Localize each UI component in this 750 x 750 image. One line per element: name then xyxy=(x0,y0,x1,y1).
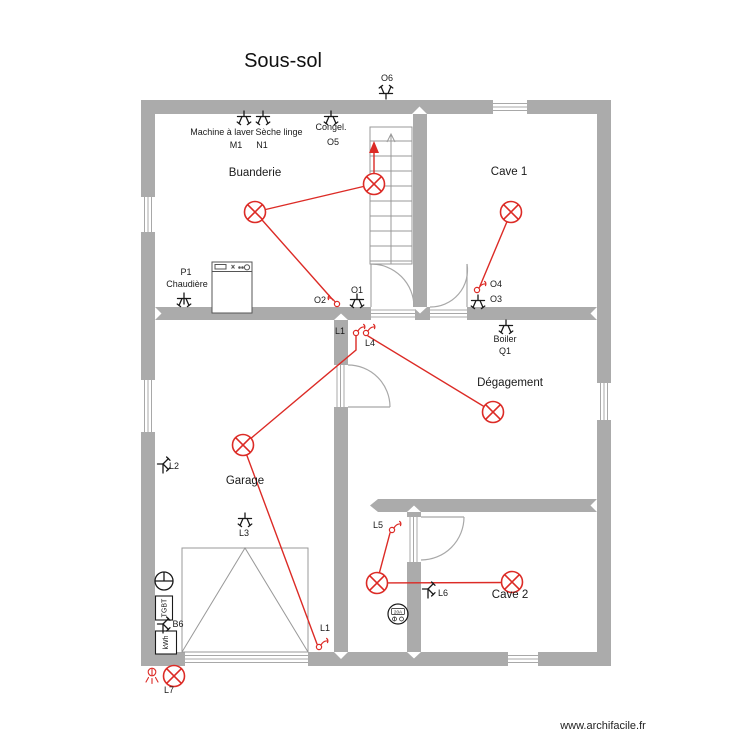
label-l5: L5 xyxy=(372,520,384,530)
tgbt-panel xyxy=(156,596,173,620)
label-l3: L3 xyxy=(238,528,250,538)
lamp-stairs xyxy=(364,174,385,195)
window-cave2 xyxy=(508,652,538,666)
label-l4: L4 xyxy=(364,338,376,348)
door-cave1 xyxy=(430,264,467,320)
outlet-20a-label: 20A xyxy=(393,609,403,615)
socket-q1 xyxy=(499,320,513,334)
window-degagement xyxy=(597,383,611,420)
earth-symbol xyxy=(155,572,173,590)
garage-door-sill xyxy=(185,652,308,666)
outlet-20a xyxy=(388,604,408,624)
lamp-cave1 xyxy=(501,202,522,223)
socket-o6 xyxy=(379,85,393,99)
room-label-cave1: Cave 1 xyxy=(490,166,528,178)
lamp-degagement xyxy=(483,402,504,423)
window-cave1 xyxy=(493,100,527,114)
switch-l1-bottom xyxy=(316,638,327,649)
label-o1: O1 xyxy=(350,285,364,295)
wire-l4-degagement xyxy=(368,336,493,412)
wire-cave1-o4 xyxy=(480,212,511,286)
wall-cave1-left xyxy=(413,100,427,320)
wire-l5-lamp xyxy=(378,533,390,578)
label-l2: L2 xyxy=(168,461,180,471)
garage-door xyxy=(182,548,308,652)
window-buanderie xyxy=(141,197,155,232)
wall-garage-right xyxy=(334,307,348,666)
socket-l3 xyxy=(238,513,252,527)
label-boiler: Boiler xyxy=(493,334,517,344)
switch-o4 xyxy=(474,281,485,292)
lamp-degagement-south xyxy=(367,573,388,594)
label-o5: O5 xyxy=(326,137,340,147)
label-q1: Q1 xyxy=(498,346,512,356)
appliance-chaudiere xyxy=(212,262,252,313)
socket-o1 xyxy=(350,294,364,308)
socket-o3 xyxy=(471,295,485,309)
label-chaudiere: Chaudière xyxy=(166,279,208,289)
lamp-buanderie xyxy=(245,202,266,223)
wire-stairs-buanderie xyxy=(255,184,374,212)
label-n1: N1 xyxy=(256,140,268,150)
label-machine-a-laver: Machine à laver xyxy=(190,127,254,137)
door-stairs-corridor xyxy=(371,264,415,320)
kwh-meter xyxy=(156,631,177,654)
wall-cave2-tip xyxy=(370,499,378,512)
label-congel: Congel. xyxy=(315,122,347,132)
switch-l6 xyxy=(423,582,436,598)
page-title: Sous-sol xyxy=(244,50,322,72)
room-label-cave2: Cave 2 xyxy=(491,589,529,601)
label-l7: L7 xyxy=(163,685,175,695)
socket-p1 xyxy=(177,293,191,307)
label-b6: B6 xyxy=(172,619,184,629)
label-m1: M1 xyxy=(229,140,243,150)
lamp-garage xyxy=(233,435,254,456)
label-l6: L6 xyxy=(437,588,449,598)
door-cave2 xyxy=(407,517,464,562)
wall-light-l7 xyxy=(146,668,158,683)
room-label-garage: Garage xyxy=(225,475,265,487)
label-p1: P1 xyxy=(180,267,192,277)
switch-l5 xyxy=(389,521,400,532)
tgbt-label: TGBT xyxy=(161,598,169,618)
room-label-degagement: Dégagement xyxy=(477,377,543,389)
door-degagement xyxy=(334,365,390,407)
label-o6: O6 xyxy=(380,73,394,83)
window-garage xyxy=(141,380,155,432)
label-o4: O4 xyxy=(489,279,503,289)
wall-top xyxy=(141,100,611,114)
label-l1-top: L1 xyxy=(334,326,346,336)
lamp-l7-exterior xyxy=(164,666,185,687)
wire-buanderie-o2 xyxy=(255,212,333,300)
kwh-label: kWh xyxy=(163,635,170,650)
label-o3: O3 xyxy=(489,294,503,304)
label-o2: O2 xyxy=(313,295,327,305)
wire-degagement-cave2 xyxy=(377,583,512,584)
label-seche-linge: Sèche linge xyxy=(255,127,303,137)
watermark: www.archifacile.fr xyxy=(560,720,646,732)
label-l1-bottom: L1 xyxy=(319,623,331,633)
room-label-buanderie: Buanderie xyxy=(228,167,282,179)
